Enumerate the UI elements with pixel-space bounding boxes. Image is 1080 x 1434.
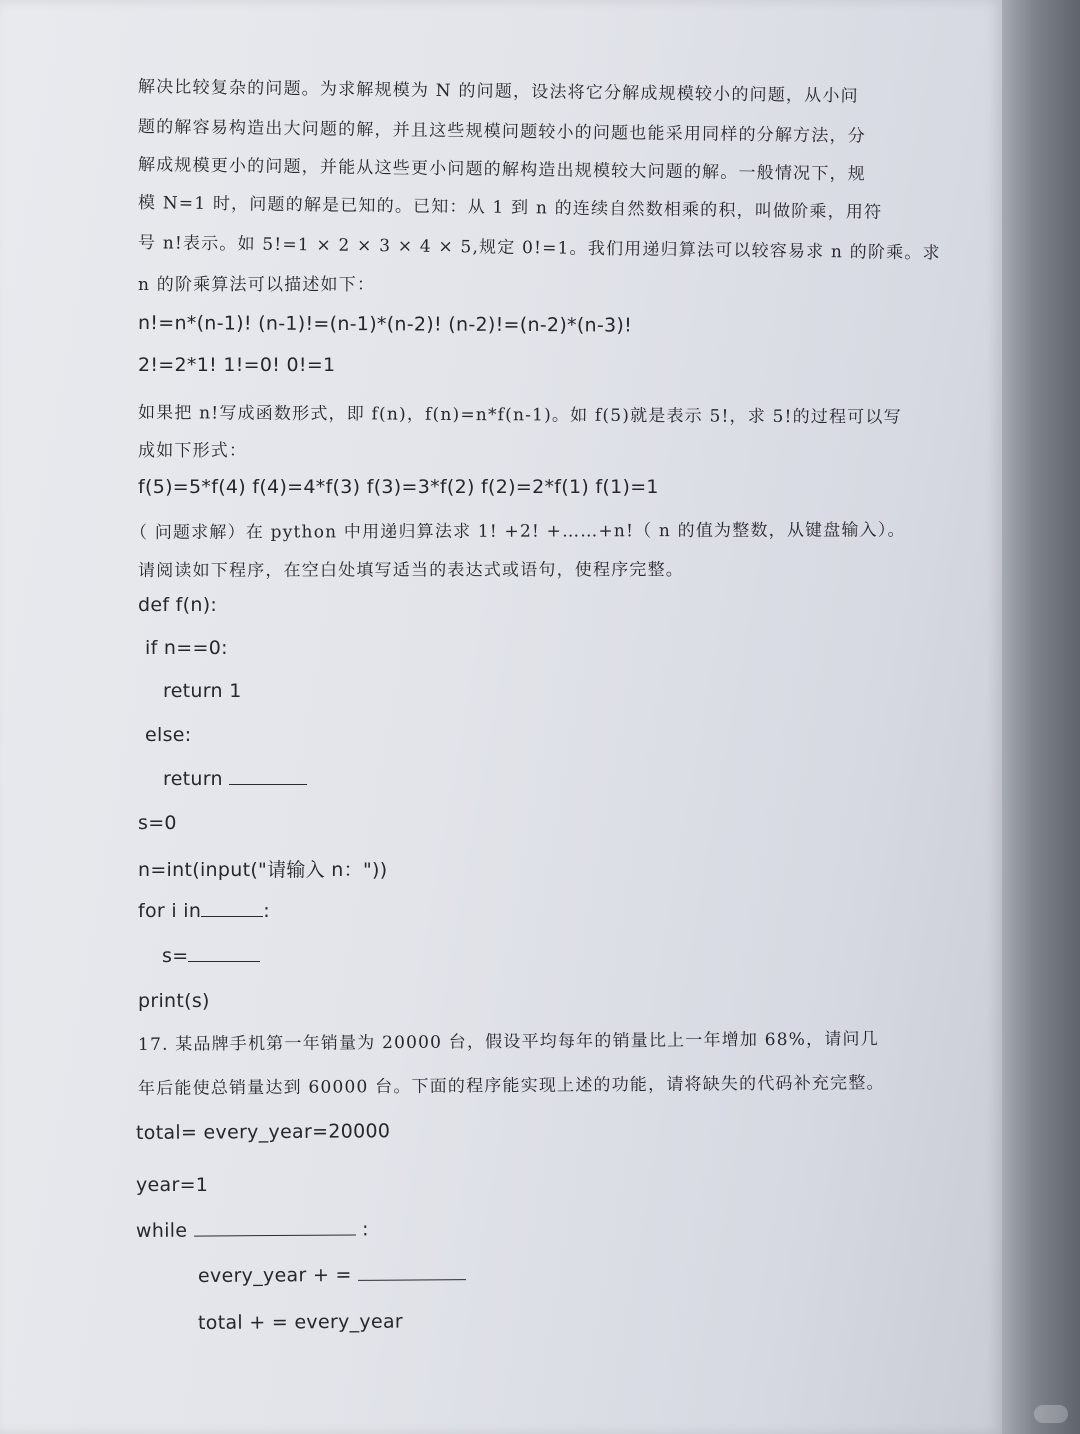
code17-year-line: year=1 (136, 1174, 209, 1196)
code-input-line: n=int(input("请输入 n：")) (138, 859, 388, 881)
every-year-label: every_year + = (197, 1263, 352, 1287)
formula-line-1: n!=n*(n-1)! (n-1)!=(n-1)*(n-2)! (n-2)!=(n-2)*(n-3)! (137, 312, 633, 337)
code-for-line (138, 900, 270, 922)
watermark-badge (1034, 1405, 1068, 1423)
function-form-line-1: 如果把 n!写成函数形式，即 f(n)，f(n)=n*f(n-1)。如 f(5)就是表示 5!，求 5!的过程可以写 (137, 403, 902, 428)
code-return-1-line: return 1 (163, 680, 242, 702)
code17-init-line: total= every_year=20000 (135, 1120, 391, 1144)
code-else-line: else: (145, 724, 192, 746)
while-keyword: while (135, 1219, 188, 1242)
formula-line-2: 2!=2*1! 1!=0! 0!=1 (138, 354, 336, 376)
function-form-line-2: 成如下形式： (138, 441, 248, 461)
code17-while-line (136, 1218, 369, 1242)
intro-line-5: 号 n!表示。如 5!=1 × 2 × 3 × 4 × 5,规定 0!=1。我们用递归算法可以较容易求 n 的阶乘。求 (137, 233, 941, 264)
code17-every-year-line (198, 1263, 466, 1287)
problem-line-2: 请阅读如下程序，在空白处填写适当的表达式或语句，使程序完整。 (137, 560, 685, 581)
intro-line-1: 解决比较复杂的问题。为求解规模为 N 的问题，设法将它分解成规模较小的问题，从小问 (137, 77, 859, 107)
f-chain-line: f(5)=5*f(4) f(4)=4*f(3) f(3)=3*f(2) f(2)=2*f(1) f(1)=1 (138, 476, 659, 498)
code17-total-line: total + = every_year (197, 1310, 404, 1334)
intro-line-3: 解成规模更小的问题，并能从这些更小问题的解构造出规模较大问题的解。一般情况下，规 (137, 155, 867, 185)
code-def-line: def f(n): (138, 594, 218, 616)
s-assign-label: s= (162, 945, 189, 967)
q17-line-1: 17. 某品牌手机第一年销量为 20000 台，假设平均每年的销量比上一年增加 68%，请问几 (137, 1029, 879, 1055)
intro-line-6: n 的阶乘算法可以描述如下： (138, 275, 376, 295)
q17-line-2: 年后能使总销量达到 60000 台。下面的程序能实现上述的功能，请将缺失的代码补充完整。 (137, 1073, 885, 1099)
code-print-line: print(s) (138, 990, 210, 1012)
background-surface (1002, 0, 1080, 1434)
problem-line-1: （ 问题求解）在 python 中用递归算法求 1! +2! +……+n!（ n 的值为整数，从键盘输入）。 (129, 520, 906, 543)
for-colon: : (263, 900, 270, 922)
intro-line-2: 题的解容易构造出大问题的解，并且这些规模问题较小的问题也能采用同样的分解方法，分 (137, 117, 867, 147)
code-return-blank-line (163, 768, 307, 790)
fill-blank-4[interactable] (194, 1233, 356, 1236)
return-keyword: return (163, 768, 223, 790)
code-s-assign-line (162, 945, 260, 967)
while-colon: : (361, 1218, 369, 1241)
fill-blank-2[interactable] (201, 915, 263, 917)
code-if-line: if n==0: (145, 637, 228, 659)
intro-line-4: 模 N=1 时，问题的解是已知的。已知：从 1 到 n 的连续自然数相乘的积，叫做阶乘，用符 (137, 193, 883, 223)
for-keyword: for i in (138, 900, 202, 922)
fill-blank-3[interactable] (188, 960, 260, 962)
fill-blank-1[interactable] (229, 783, 307, 785)
code-s-init-line: s=0 (138, 812, 177, 834)
fill-blank-5[interactable] (358, 1278, 466, 1281)
